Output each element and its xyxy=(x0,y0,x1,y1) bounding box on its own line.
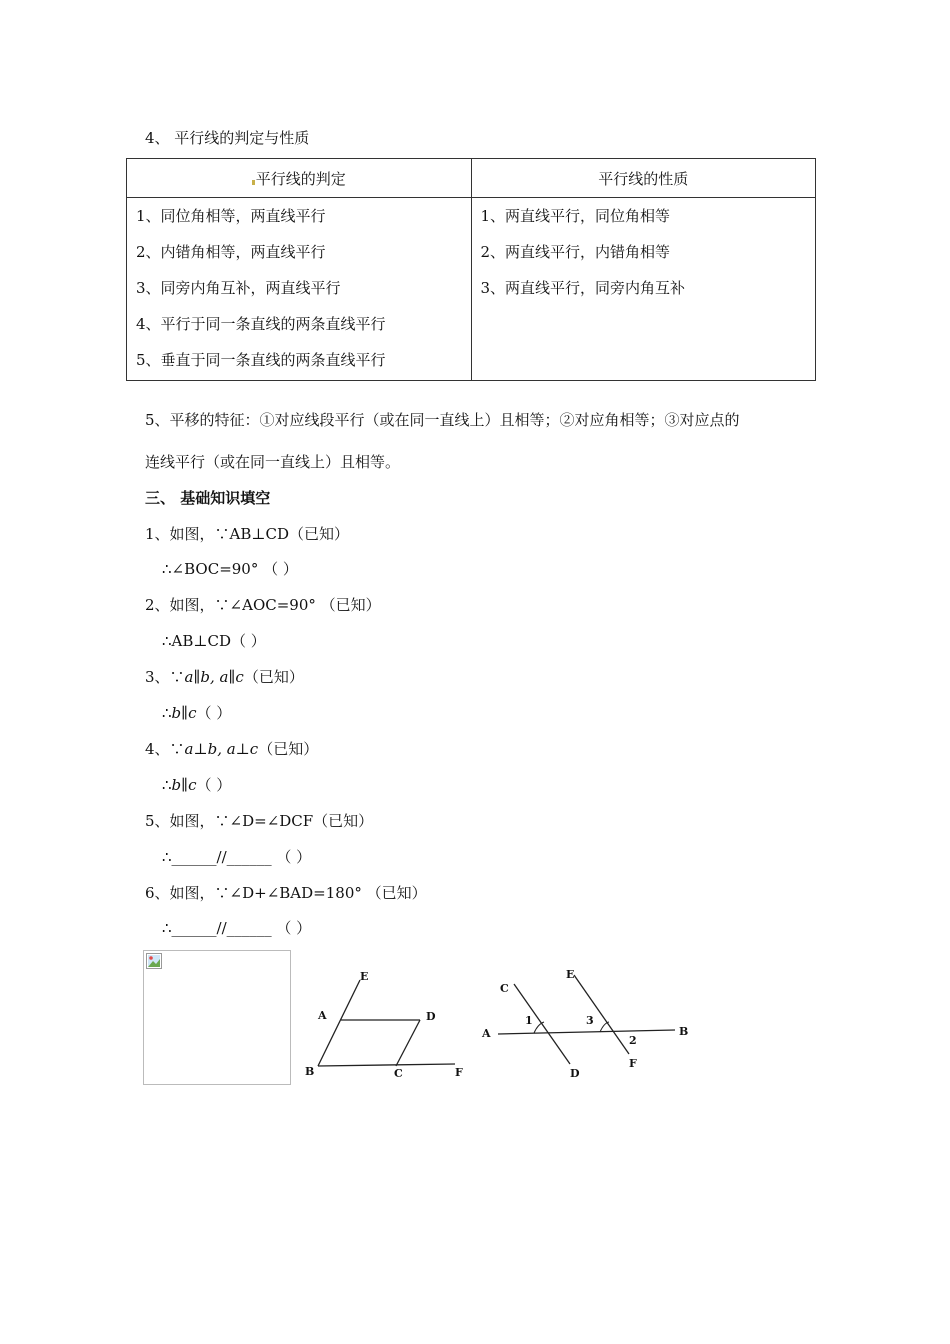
label-e: E xyxy=(566,968,575,981)
label-a: A xyxy=(482,1027,491,1040)
label-angle-2: 2 xyxy=(629,1034,637,1047)
label-f: F xyxy=(629,1057,637,1070)
line-ef xyxy=(574,975,629,1054)
label-b: B xyxy=(679,1025,689,1038)
list-item: 2、两直线平行，内错角相等 xyxy=(480,243,671,261)
list-item: 3、同旁内角互补，两直线平行 xyxy=(136,279,341,297)
label-e: E xyxy=(360,970,369,983)
question-6-conclusion: ∴______//______ （ ） xyxy=(162,919,312,937)
list-item: 5、垂直于同一条直线的两条直线平行 xyxy=(136,351,386,369)
question-4-conclusion: ∴b∥c（ ） xyxy=(162,776,232,794)
label-c: C xyxy=(394,1067,403,1080)
label-f: F xyxy=(455,1066,463,1079)
figure-transversals xyxy=(478,962,698,1082)
label-d: D xyxy=(570,1067,580,1080)
broken-image-icon xyxy=(146,953,162,969)
parallel-lines-table xyxy=(126,158,816,381)
line-ab xyxy=(498,1030,675,1034)
figure-parallelogram xyxy=(300,965,480,1090)
list-item: 3、两直线平行，同旁内角互补 xyxy=(480,279,686,297)
question-6-premise: 6、如图，∵∠D+∠BAD=180° （已知） xyxy=(145,884,427,902)
line-ae xyxy=(318,980,360,1066)
label-c: C xyxy=(500,982,509,995)
question-1-conclusion: ∴∠BOC=90° （ ） xyxy=(162,560,298,578)
question-3-premise: 3、∵a∥b, a∥c（已知） xyxy=(145,668,304,686)
line-cd xyxy=(514,984,570,1064)
question-1-premise: 1、如图，∵AB⊥CD（已知） xyxy=(145,525,350,543)
list-item: 1、两直线平行，同位角相等 xyxy=(480,207,671,225)
marker-icon xyxy=(252,180,255,185)
question-5-conclusion: ∴______//______ （ ） xyxy=(162,848,312,866)
section-4-heading: 4、 平行线的判定与性质 xyxy=(145,129,310,147)
table-cell-properties xyxy=(471,198,816,381)
line-bf xyxy=(318,1064,455,1066)
label-angle-3: 3 xyxy=(586,1014,594,1027)
label-angle-1: 1 xyxy=(525,1014,533,1027)
question-4-premise: 4、∵a⊥b, a⊥c（已知） xyxy=(145,740,319,758)
label-d: D xyxy=(426,1010,436,1023)
label-a: A xyxy=(318,1009,327,1022)
label-b: B xyxy=(305,1065,315,1078)
section-5-line-1: 5、平移的特征：①对应线段平行（或在同一直线上）且相等；②对应角相等；③对应点的 xyxy=(145,411,740,429)
section-3-heading: 三、 基础知识填空 xyxy=(145,489,271,507)
question-5-premise: 5、如图，∵∠D=∠DCF（已知） xyxy=(145,812,374,830)
section-5-line-2: 连线平行（或在同一直线上）且相等。 xyxy=(145,453,401,471)
table-header-criteria: 平行线的判定 xyxy=(127,159,472,198)
table-header-properties: 平行线的性质 xyxy=(471,159,816,198)
question-2-conclusion: ∴AB⊥CD（ ） xyxy=(162,632,266,650)
question-2-premise: 2、如图，∵∠AOC=90° （已知） xyxy=(145,596,381,614)
list-item: 4、平行于同一条直线的两条直线平行 xyxy=(136,315,386,333)
image-placeholder xyxy=(143,950,291,1085)
list-item: 1、同位角相等，两直线平行 xyxy=(136,207,326,225)
table-cell-criteria xyxy=(127,198,472,381)
list-item: 2、内错角相等，两直线平行 xyxy=(136,243,326,261)
question-3-conclusion: ∴b∥c（ ） xyxy=(162,704,232,722)
segment-dc xyxy=(396,1020,420,1066)
